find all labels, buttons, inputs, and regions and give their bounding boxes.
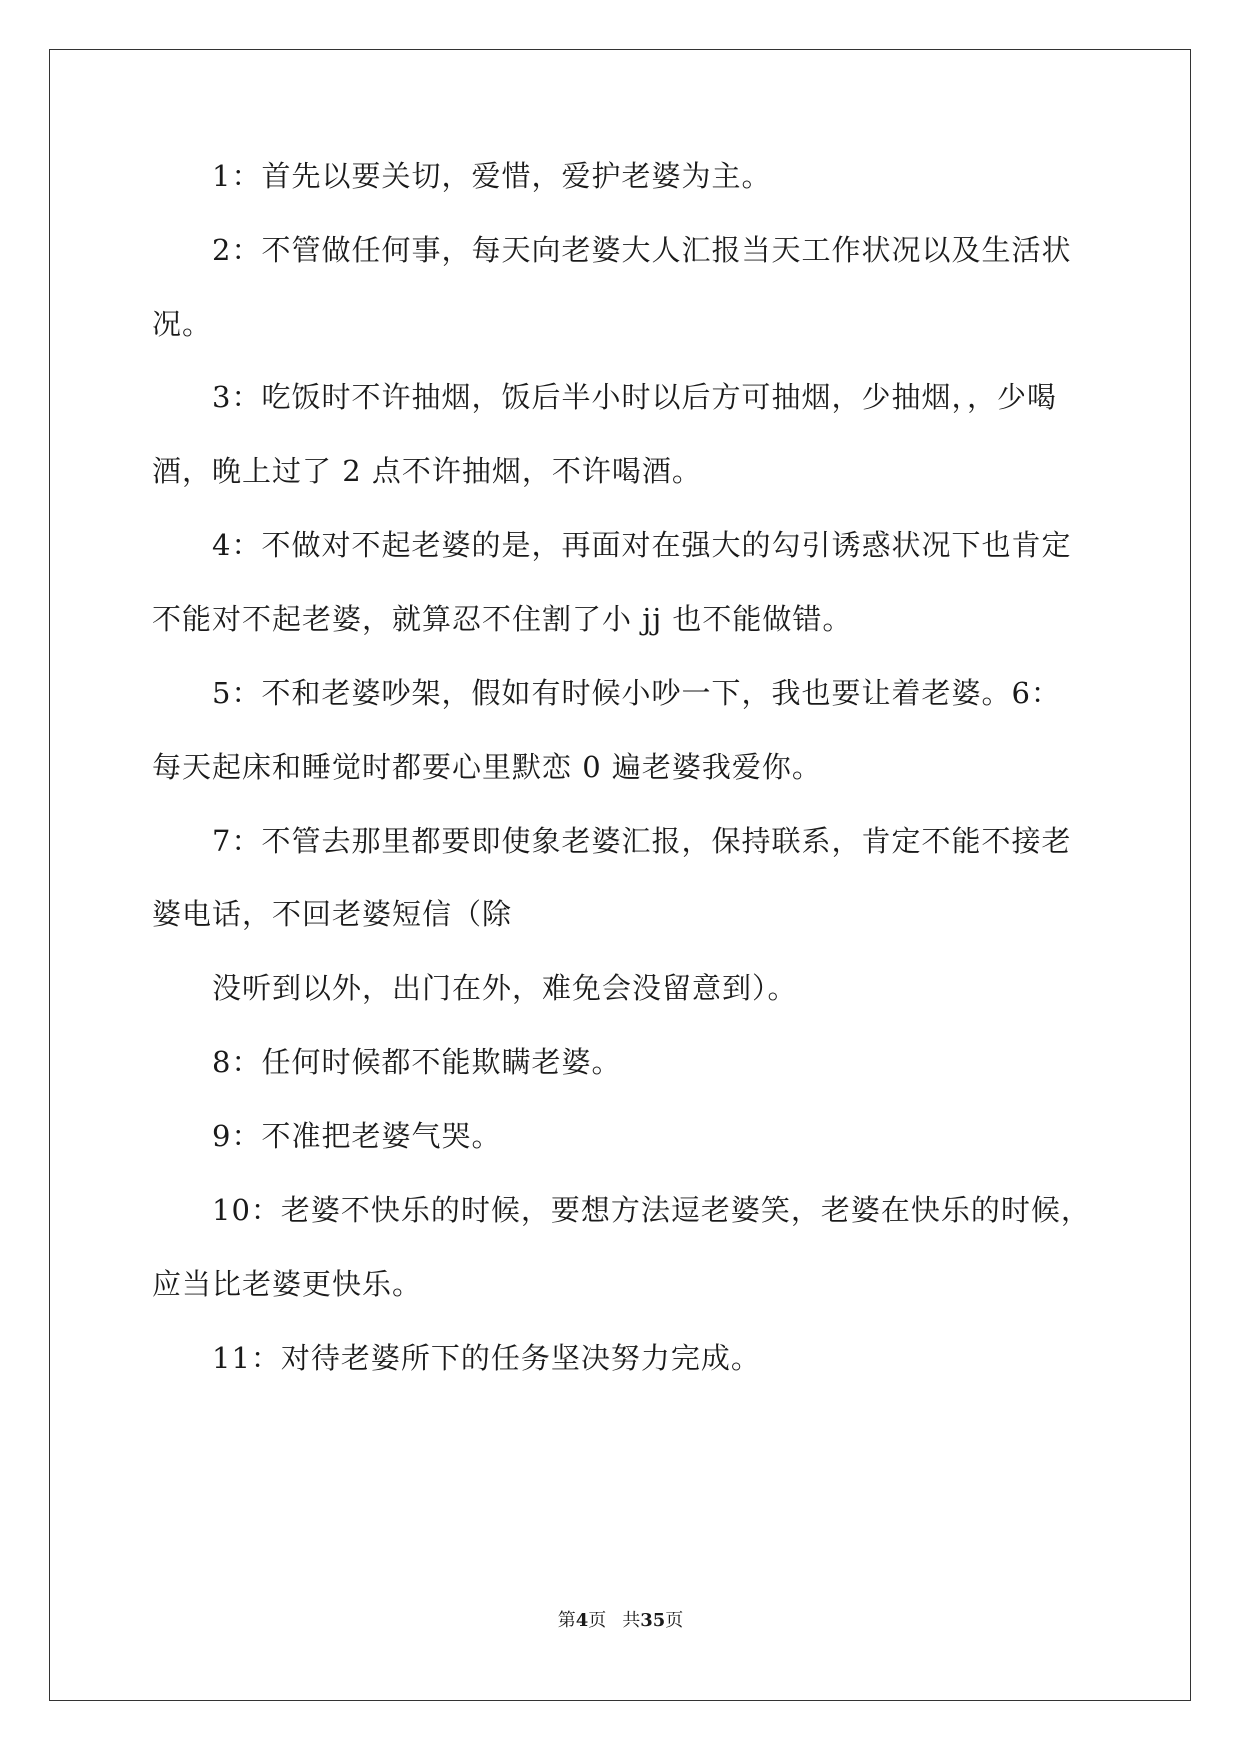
- footer-page-word-2: 页: [665, 1610, 684, 1631]
- paragraph-line: 不能对不起老婆，就算忍不住割了小 jj 也不能做错。: [152, 602, 853, 636]
- paragraph-line: 婆电话，不回老婆短信（除: [152, 897, 513, 931]
- paragraph-line: 应当比老婆更快乐。: [152, 1267, 423, 1301]
- paragraph-line: 没听到以外，出门在外，难免会没留意到）。: [212, 971, 798, 1005]
- page-border: [49, 49, 1191, 1701]
- footer-total-prefix: 共: [622, 1610, 641, 1631]
- footer-prefix: 第: [557, 1610, 576, 1631]
- current-page-number: 4: [575, 1610, 589, 1631]
- paragraph-line: 3：吃饭时不许抽烟，饭后半小时以后方可抽烟，少抽烟，，少喝: [212, 380, 1057, 414]
- paragraph-line: 5：不和老婆吵架，假如有时候小吵一下，我也要让着老婆。6：: [212, 676, 1061, 710]
- paragraph-line: 7：不管去那里都要即使象老婆汇报，保持联系，肯定不能不接老: [212, 824, 1072, 858]
- paragraph-line: 8：任何时候都不能欺瞒老婆。: [212, 1045, 622, 1079]
- paragraph-line: 况。: [152, 307, 213, 341]
- total-page-count: 35: [640, 1610, 666, 1631]
- paragraph-line: 10：老婆不快乐的时候，要想方法逗老婆笑，老婆在快乐的时候，: [212, 1193, 1091, 1227]
- paragraph-line: 9：不准把老婆气哭。: [212, 1119, 502, 1153]
- paragraph-line: 酒，晚上过了 2 点不许抽烟，不许喝酒。: [152, 454, 702, 488]
- paragraph-line: 11：对待老婆所下的任务坚决努力完成。: [212, 1341, 761, 1375]
- paragraph-line: 4：不做对不起老婆的是，再面对在强大的勾引诱惑状况下也肯定: [212, 528, 1072, 562]
- paragraph-line: 1：首先以要关切，爱惜，爱护老婆为主。: [212, 159, 772, 193]
- paragraph-line: 2：不管做任何事，每天向老婆大人汇报当天工作状况以及生活状: [212, 233, 1072, 267]
- page-footer: [0, 1609, 1241, 1633]
- footer-page-word: 页: [588, 1610, 607, 1631]
- paragraph-line: 每天起床和睡觉时都要心里默恋 0 遍老婆我爱你。: [152, 750, 822, 784]
